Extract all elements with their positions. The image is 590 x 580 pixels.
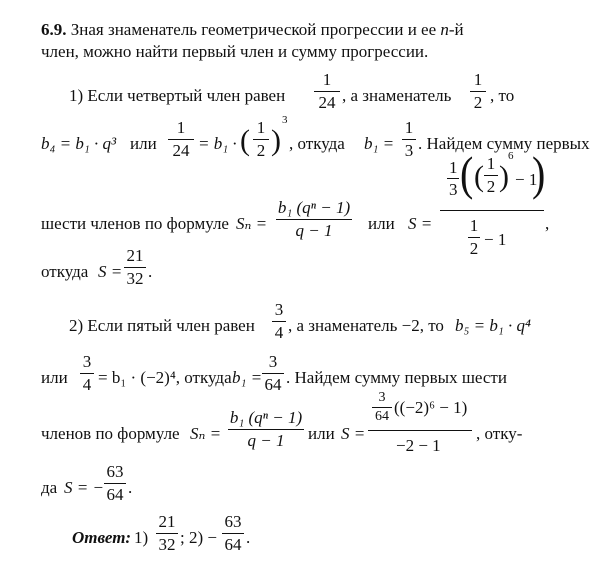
answer-label: Ответ: [72, 528, 132, 547]
comma-1: , [545, 214, 550, 233]
fraction-3-4-b: 3 4 [80, 352, 94, 395]
big-num-minus-1: − 1 [515, 170, 538, 189]
result-frac-2: 63 64 [104, 462, 126, 505]
eq-b1-dot: = b₁ · [198, 134, 237, 153]
members-text: членов по формуле [41, 424, 180, 443]
big-num-1-top: 1 [449, 158, 458, 177]
case1-text-c: , то [490, 86, 515, 105]
period-2: . [128, 478, 133, 497]
six-terms-text: шести членов по формуле [41, 214, 229, 233]
b1-eq-1: b₁ = [364, 134, 395, 153]
find-sum-2: . Найдем сумму первых шести [286, 368, 507, 387]
fraction-1-24-b: 1 24 [168, 118, 194, 161]
case1-text-b: , а знаменатель [342, 86, 452, 105]
find-sum-1: . Найдем сумму первых [418, 134, 590, 153]
big-fraction-bar-2 [368, 430, 472, 431]
eq-b4: b₄ = b₁ · q³ [41, 134, 117, 153]
b1-eq-2: b₁ = [232, 368, 263, 387]
fraction-1-2: 1 2 [470, 70, 486, 113]
case2-text-b: , а знаменатель −2, то [288, 316, 444, 335]
big-paren-r: ) [532, 146, 546, 201]
exp-6: 6 [508, 150, 514, 162]
da-text: да [41, 478, 58, 497]
word-ili-3: или [41, 368, 68, 387]
big-paren-l: ( [460, 146, 474, 201]
answer-end: . [246, 528, 251, 547]
result-pre-1: откуда [41, 262, 89, 281]
result-S-1: S = [98, 262, 123, 281]
answer-frac-1: 21 32 [156, 512, 178, 555]
eq2-b: = b₁ · (−2)⁴, откуда [98, 368, 232, 387]
S-eq-2: S = [341, 424, 366, 443]
exp-3: 3 [282, 114, 288, 126]
answer-sep: ; 2) − [180, 528, 217, 547]
intro-text-2: -й [448, 20, 464, 39]
problem-number: 6.9. [41, 20, 67, 39]
answer-p1: 1) [134, 528, 149, 547]
result-frac-1: 21 32 [124, 246, 146, 289]
big-num-small-bar [447, 178, 459, 179]
fraction-half-paren: 1 2 [253, 118, 269, 161]
formula-fraction-1: b₁ (qⁿ − 1) q − 1 [277, 198, 351, 240]
den-minus-1: − 1 [484, 230, 507, 249]
intro-line-2: член, можно найти первый член и сумму прогрессии. [41, 42, 429, 61]
fraction-1-3: 1 3 [402, 118, 416, 161]
otkuda-1: , откуда [289, 134, 345, 153]
formula-fraction-2: b₁ (qⁿ − 1) q − 1 [229, 408, 303, 450]
big-den-2: −2 − 1 [396, 436, 441, 455]
big-fraction-bar [440, 210, 544, 211]
word-ili-1: или [130, 134, 157, 153]
paren-left: ( [240, 124, 250, 157]
eq-b5: b₅ = b₁ · q⁴ [455, 316, 531, 335]
answer-frac-2: 63 64 [222, 512, 244, 555]
case1-text-a: 1) Если четвертый член равен [69, 86, 286, 105]
fraction-3-64: 3 64 [262, 352, 284, 395]
intro-n: n [440, 20, 449, 39]
inner-paren-r: ) [499, 160, 509, 193]
Sn-eq-2: Sₙ = [190, 424, 222, 443]
tail-otku: , отку- [476, 424, 523, 443]
case2-text-a: 2) Если пятый член равен [69, 316, 255, 335]
den-half: 1 2 [469, 216, 479, 258]
intro-line-1 [41, 20, 464, 40]
period-1: . [148, 262, 153, 281]
fraction-1-24: 1 24 [314, 70, 340, 113]
inner-half: 1 2 [484, 154, 498, 197]
Sn-eq-1: Sₙ = [236, 214, 268, 233]
big-num-frac-3-64: 3 64 [372, 390, 392, 425]
big-num-inner-2: ((−2)⁶ − 1) [394, 398, 468, 417]
word-ili-2: или [368, 214, 395, 233]
big-num-3: 3 [449, 180, 458, 199]
intro-text-1: Зная знаменатель геометрической прогрессии и ее [70, 20, 441, 39]
word-ili-4: или [308, 424, 335, 443]
fraction-3-4: 3 4 [272, 300, 286, 343]
paren-right: ) [271, 124, 281, 157]
result-S-2: S = − [64, 478, 104, 497]
S-eq-1: S = [408, 214, 433, 233]
inner-paren-l: ( [474, 160, 484, 193]
